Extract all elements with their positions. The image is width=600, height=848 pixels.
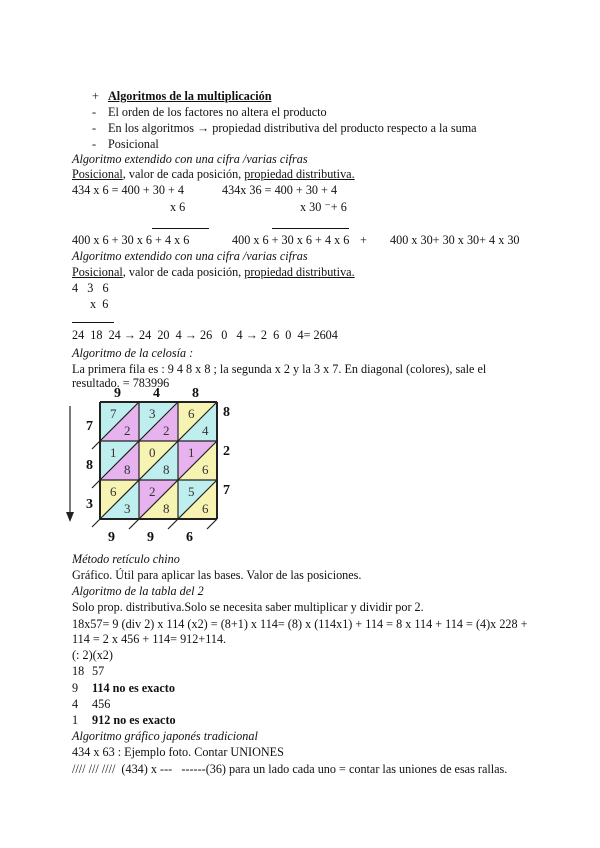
- celosia-heading: Algoritmo de la celosía :: [72, 346, 194, 360]
- lattice-digit: 6: [110, 484, 117, 499]
- list-item: En los algoritmos → propiedad distributiva del producto respecto a la suma: [108, 121, 477, 135]
- bottom-digit: 9: [147, 530, 154, 545]
- s4-text-2: 18x57= 9 (div 2) x 114 (x2) = (8+1) x 114= (8) x (114x1) + 114 = 8 x 114 + 114 = (4)x 228 +: [72, 617, 528, 631]
- s1-eq2b: x 30 ⁻+ 6: [300, 200, 347, 214]
- right-digit: 2: [223, 444, 230, 459]
- s1-desc-mid: , valor de cada posición,: [122, 167, 245, 181]
- list-item: Posicional: [108, 137, 159, 151]
- dash-bullet: -: [92, 105, 97, 119]
- plus-bullet: +: [92, 89, 99, 103]
- s3-heading: Método retículo chino: [72, 552, 180, 566]
- table-row-a: 4: [72, 697, 79, 711]
- lattice-digit: 2: [124, 423, 131, 438]
- right-digit: 8: [223, 405, 230, 420]
- down-arrow-icon: [66, 512, 74, 522]
- dash-bullet: -: [92, 137, 97, 151]
- s2-desc-mid: , valor de cada posición,: [122, 265, 245, 279]
- lattice-digit: 3: [149, 406, 156, 421]
- s2-propiedad: propiedad distributiva.: [244, 265, 355, 279]
- lattice-diagonal-line: [207, 519, 217, 529]
- s2-rule: [72, 322, 114, 323]
- lattice-digit: 5: [188, 484, 195, 499]
- right-digit: 7: [223, 483, 230, 498]
- s1-eq1a: 434 x 6 = 400 + 30 + 4: [72, 183, 185, 197]
- s4-text-1: Solo prop. distributiva.Solo se necesita saber multiplicar y dividir por 2.: [72, 600, 424, 614]
- lattice-digit: 6: [202, 462, 209, 477]
- dash-bullet: -: [92, 121, 97, 135]
- table-row-a: 1: [72, 713, 79, 727]
- s2-description: [72, 265, 355, 279]
- s5-text-1: 434 x 63 : Ejemplo foto. Contar UNIONES: [72, 745, 284, 759]
- table-row-b: 114 no es exacto: [92, 681, 175, 695]
- left-digit: 8: [86, 458, 93, 473]
- celosia-text-2: resultado. = 783996: [72, 376, 170, 390]
- s1-rule-left: [152, 228, 209, 229]
- s4-text-4: (: 2)(x2): [72, 648, 113, 662]
- s5-text-2: //// /// //// (434) x --- ------(36) para un lado cada uno = contar las uniones de esas rallas.: [72, 762, 508, 776]
- lattice-digit: 6: [188, 406, 195, 421]
- s1-eq2a: x 6: [170, 200, 186, 214]
- table-row-a: 9: [72, 681, 79, 695]
- lattice-digit: 2: [149, 484, 156, 499]
- lattice-digit: 1: [110, 445, 117, 460]
- bottom-digit: 6: [186, 530, 193, 545]
- s1-eq3a: 400 x 6 + 30 x 6 + 4 x 6: [72, 233, 190, 247]
- s2-posicional: Posicional: [72, 265, 123, 279]
- lattice-digit: 8: [163, 501, 170, 516]
- top-digit: 4: [153, 386, 160, 401]
- s1-propiedad: propiedad distributiva.: [244, 167, 355, 181]
- left-digit: 7: [86, 419, 93, 434]
- table-row-b: 912 no es exacto: [92, 713, 176, 727]
- top-digit: 8: [192, 386, 199, 401]
- lattice-digit: 0: [149, 445, 156, 460]
- bottom-digit: 9: [108, 530, 115, 545]
- s2-digits: 4 3 6: [72, 281, 109, 295]
- s1-eq3c: 400 x 30+ 30 x 30+ 4 x 30: [390, 233, 520, 247]
- s1-rule-right: [272, 228, 349, 229]
- s4-heading: Algoritmo de la tabla del 2: [72, 584, 204, 598]
- table-row-a: 18: [72, 664, 85, 678]
- s4-text-3: 114 = 2 x 456 + 114= 912+114.: [72, 632, 227, 646]
- section-title: Algoritmos de la multiplicación: [108, 89, 272, 103]
- top-digit: 9: [114, 386, 121, 401]
- lattice-digit: 1: [188, 445, 195, 460]
- celosia-text-1: La primera fila es : 9 4 8 x 8 ; la segunda x 2 y la 3 x 7. En diagonal (colores), sale el: [72, 362, 487, 376]
- table-row-b: 57: [92, 664, 105, 678]
- table-row-b: 456: [92, 697, 111, 711]
- left-digit: 3: [86, 497, 93, 512]
- lattice-digit: 8: [124, 462, 131, 477]
- lattice-digit: 8: [163, 462, 170, 477]
- s2-result: 24 18 24 → 24 20 4 → 26 0 4 → 2 6 0 4= 2604: [72, 328, 338, 342]
- s1-eq1b: 434x 36 = 400 + 30 + 4: [222, 183, 338, 197]
- lattice-diagram: [62, 384, 252, 545]
- s1-description: [72, 167, 355, 181]
- s1-eq3b: 400 x 6 + 30 x 6 + 4 x 6: [232, 233, 350, 247]
- lattice-digit: 3: [124, 501, 131, 516]
- s1-heading: Algoritmo extendido con una cifra /varias cifras: [72, 152, 308, 166]
- s2-mult: x 6: [90, 297, 109, 311]
- list-item: El orden de los factores no altera el producto: [108, 105, 327, 119]
- lattice-digit: 6: [202, 501, 209, 516]
- s3-text: Gráfico. Útil para aplicar las bases. Valor de las posiciones.: [72, 568, 362, 582]
- s2-heading: Algoritmo extendido con una cifra /varias cifras: [72, 249, 308, 263]
- lattice-digit: 7: [110, 406, 117, 421]
- s1-plus: +: [360, 233, 367, 247]
- lattice-digit: 2: [163, 423, 170, 438]
- s5-heading: Algoritmo gráfico japonés tradicional: [72, 729, 258, 743]
- s1-posicional: Posicional: [72, 167, 123, 181]
- lattice-digit: 4: [202, 423, 209, 438]
